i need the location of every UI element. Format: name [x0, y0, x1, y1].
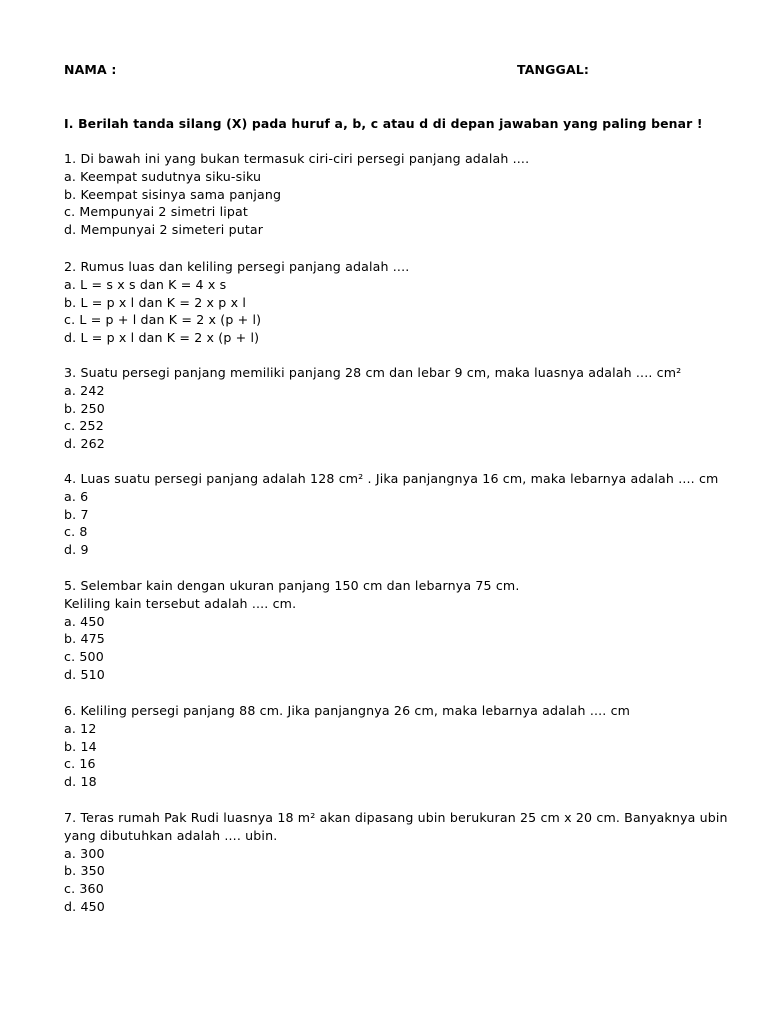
instruction-heading: I. Berilah tanda silang (X) pada huruf a, b, c atau d di depan jawaban yang paling benar !	[64, 116, 703, 131]
question-text: 7. Teras rumah Pak Rudi luasnya 18 m² akan dipasang ubin berukuran 25 cm x 20 cm. Banyaknya ubin	[64, 810, 728, 825]
option-d: d. 9	[64, 542, 89, 558]
question-7	[64, 809, 744, 916]
question-3	[64, 364, 744, 453]
name-label: NAMA :	[64, 62, 117, 77]
option-c: c. L = p + l dan K = 2 x (p + l)	[64, 312, 262, 328]
option-d: d. 510	[64, 666, 105, 682]
question-text-continued: yang dibutuhkan adalah .... ubin.	[64, 827, 278, 843]
question-text-continued: Keliling kain tersebut adalah .... cm.	[64, 595, 297, 611]
question-5	[64, 577, 744, 684]
question-1	[64, 150, 744, 239]
option-c: c. 252	[64, 418, 104, 434]
question-text: 3. Suatu persegi panjang memiliki panjang 28 cm dan lebar 9 cm, maka luasnya adalah .... cm²	[64, 365, 682, 380]
question-6	[64, 702, 744, 791]
option-b: b. Keempat sisinya sama panjang	[64, 186, 282, 202]
option-c: c. 16	[64, 756, 96, 772]
question-text: 2. Rumus luas dan keliling persegi panjang adalah ....	[64, 259, 410, 274]
date-label: TANGGAL:	[517, 62, 590, 77]
option-d: d. 262	[64, 436, 105, 452]
option-c: c. 360	[64, 881, 104, 897]
option-c: c. 500	[64, 649, 104, 665]
question-text: 6. Keliling persegi panjang 88 cm. Jika panjangnya 26 cm, maka lebarnya adalah .... cm	[64, 703, 631, 718]
question-2	[64, 258, 744, 347]
question-4	[64, 470, 744, 559]
option-a: a. 12	[64, 720, 97, 736]
option-a: a. 450	[64, 613, 105, 629]
option-d: d. Mempunyai 2 simeteri putar	[64, 222, 264, 238]
option-b: b. 475	[64, 631, 105, 647]
option-a: a. L = s x s dan K = 4 x s	[64, 276, 227, 292]
option-b: b. 250	[64, 400, 105, 416]
option-a: a. Keempat sudutnya siku-siku	[64, 168, 262, 184]
option-c: c. Mempunyai 2 simetri lipat	[64, 204, 248, 220]
option-b: b. 350	[64, 863, 105, 879]
option-b: b. 7	[64, 506, 89, 522]
question-text: 4. Luas suatu persegi panjang adalah 128 cm² . Jika panjangnya 16 cm, maka lebarnya adalah .... cm	[64, 471, 719, 486]
option-b: b. 14	[64, 738, 97, 754]
option-d: d. 18	[64, 774, 97, 790]
option-a: a. 300	[64, 845, 105, 861]
question-text: 5. Selembar kain dengan ukuran panjang 150 cm dan lebarnya 75 cm.	[64, 578, 520, 593]
option-c: c. 8	[64, 524, 88, 540]
question-text: 1. Di bawah ini yang bukan termasuk ciri-ciri persegi panjang adalah ....	[64, 151, 530, 166]
option-d: d. L = p x l dan K = 2 x (p + l)	[64, 330, 260, 346]
option-a: a. 242	[64, 382, 105, 398]
option-d: d. 450	[64, 898, 105, 914]
option-b: b. L = p x l dan K = 2 x p x l	[64, 294, 246, 310]
option-a: a. 6	[64, 488, 89, 504]
